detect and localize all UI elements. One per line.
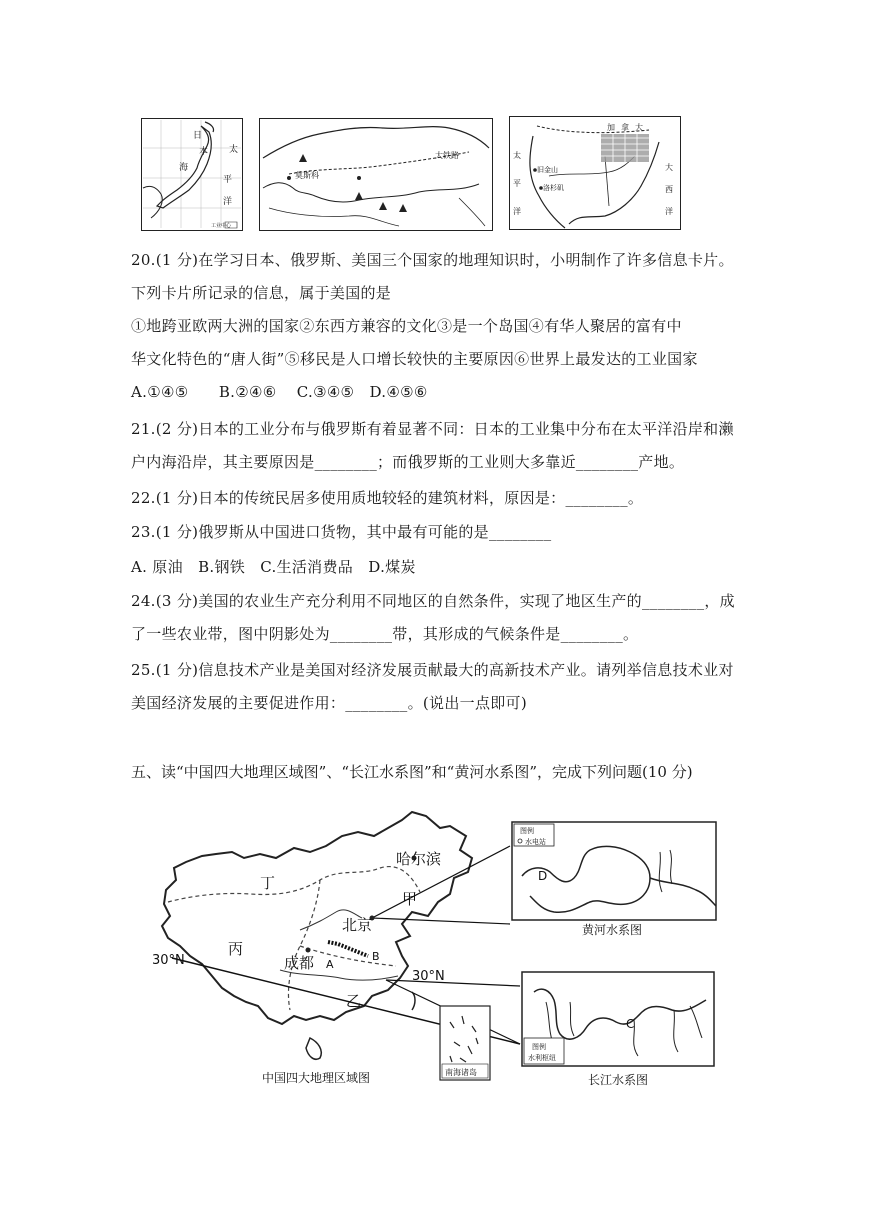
label-lat-right: 30°N <box>412 969 445 984</box>
q20-line1: 20.(1 分)在学习日本、俄罗斯、美国三个国家的地理知识时，小明制作了许多信息卡片。 <box>131 251 734 269</box>
q23: 23.(1 分)俄罗斯从中国进口货物，其中最有可能的是________ <box>131 523 552 541</box>
yellow-legend-title: 图例 <box>520 827 534 835</box>
yellow-river-inset <box>512 822 716 937</box>
q20-line2: 下列卡片所记录的信息，属于美国的是 <box>131 284 392 302</box>
usa-label-xi: 西 <box>665 185 673 194</box>
yangtze-label-c: C <box>626 1017 635 1031</box>
q25-line2: 美国经济发展的主要促进作用：________。(说出一点即可) <box>131 694 528 712</box>
label-lat-left: 30°N <box>152 953 185 968</box>
section5-title: 五、读“中国四大地理区域图”、“长江水系图”和“黄河水系图”，完成下列问题(10 分) <box>131 763 693 781</box>
q24-line2: 了一些农业带，图中阴影处为________带，其形成的气候条件是________。 <box>131 625 639 643</box>
usa-label-yang: 洋 <box>513 207 521 216</box>
q20-options: A.①④⑤ B.②④⑥ C.③④⑤ D.④⑤⑥ <box>131 383 428 401</box>
yangtze-caption: 长江水系图 <box>588 1073 649 1087</box>
q21-line1: 21.(2 分)日本的工业分布与俄罗斯有着显著不同：日本的工业集中分布在太平洋沿岸和濑 <box>131 420 734 438</box>
q20-line4: 华文化特色的“唐人街”⑤移民是人口增长较快的主要原因⑥世界上最发达的工业国家 <box>131 350 698 368</box>
yangtze-legend-title: 图例 <box>532 1043 546 1051</box>
usa-label-da2: 大 <box>665 163 673 172</box>
q22: 22.(1 分)日本的传统民居多使用质地较轻的建筑材料，原因是：________。 <box>131 489 644 507</box>
label-beijing: 北京 <box>342 916 373 934</box>
q23-options: A. 原油 B.钢铁 C.生活消费品 D.煤炭 <box>131 558 416 576</box>
japan-label-hai: 海 <box>179 163 189 173</box>
q24-line1: 24.(3 分)美国的农业生产充分利用不同地区的自然条件，实现了地区生产的________，成 <box>131 592 735 610</box>
south-china-sea-inset <box>440 1006 490 1080</box>
usa-label-yang2: 洋 <box>665 207 673 216</box>
china-map-caption: 中国四大地理区域图 <box>262 1071 371 1085</box>
usa-label-da: 大 <box>635 123 643 132</box>
japan-legend: 工业中心 <box>211 223 232 229</box>
russia-label-railway: 大铁路 <box>435 151 459 160</box>
yellow-caption: 黄河水系图 <box>582 923 643 937</box>
yellow-legend-item: 水电站 <box>525 838 546 846</box>
label-bing: 丙 <box>228 940 244 958</box>
russia-map <box>259 118 493 231</box>
japan-label-ben: 本 <box>199 147 209 157</box>
usa-label-jia: 加 <box>607 123 615 132</box>
russia-label-moscow: 莫斯科 <box>295 171 319 180</box>
japan-label-ri: 日 <box>193 131 203 141</box>
japan-label-tai: 太 <box>229 145 239 155</box>
q21-line2: 户内海沿岸，其主要原因是________；而俄罗斯的工业则大多靠近________产地。 <box>131 453 685 471</box>
label-harbin: 哈尔滨 <box>396 850 442 868</box>
label-yi: 乙 <box>346 992 362 1010</box>
usa-map <box>509 116 681 230</box>
q20-line3: ①地跨亚欧两大洲的国家②东西方兼容的文化③是一个岛国④有华人聚居的富有中 <box>131 317 682 335</box>
usa-label-na: 拿 <box>621 123 629 132</box>
q25-line1: 25.(1 分)信息技术产业是美国对经济发展贡献最大的高新技术产业。请列举信息技术业对 <box>131 661 734 679</box>
label-b: B <box>372 950 380 963</box>
usa-label-jiujinshan: 旧金山 <box>537 166 558 174</box>
japan-label-ping: 平 <box>223 175 233 185</box>
label-ding: 丁 <box>260 874 276 892</box>
label-jia: 甲 <box>402 890 418 908</box>
japan-label-yang: 洋 <box>223 197 233 207</box>
yellow-label-d: D <box>538 869 548 883</box>
usa-label-luoshanji: 洛杉矶 <box>543 184 564 192</box>
yangtze-inset <box>522 972 714 1087</box>
usa-label-tai: 太 <box>513 151 521 160</box>
yangtze-legend-item: 水利枢纽 <box>528 1054 556 1062</box>
label-nanhai: 南海诸岛 <box>445 1068 477 1077</box>
china-regions-figure <box>150 806 720 1096</box>
usa-label-ping: 平 <box>513 179 521 188</box>
label-chengdu: 成都 <box>284 954 315 972</box>
label-a: A <box>326 958 334 971</box>
japan-map <box>141 118 243 231</box>
